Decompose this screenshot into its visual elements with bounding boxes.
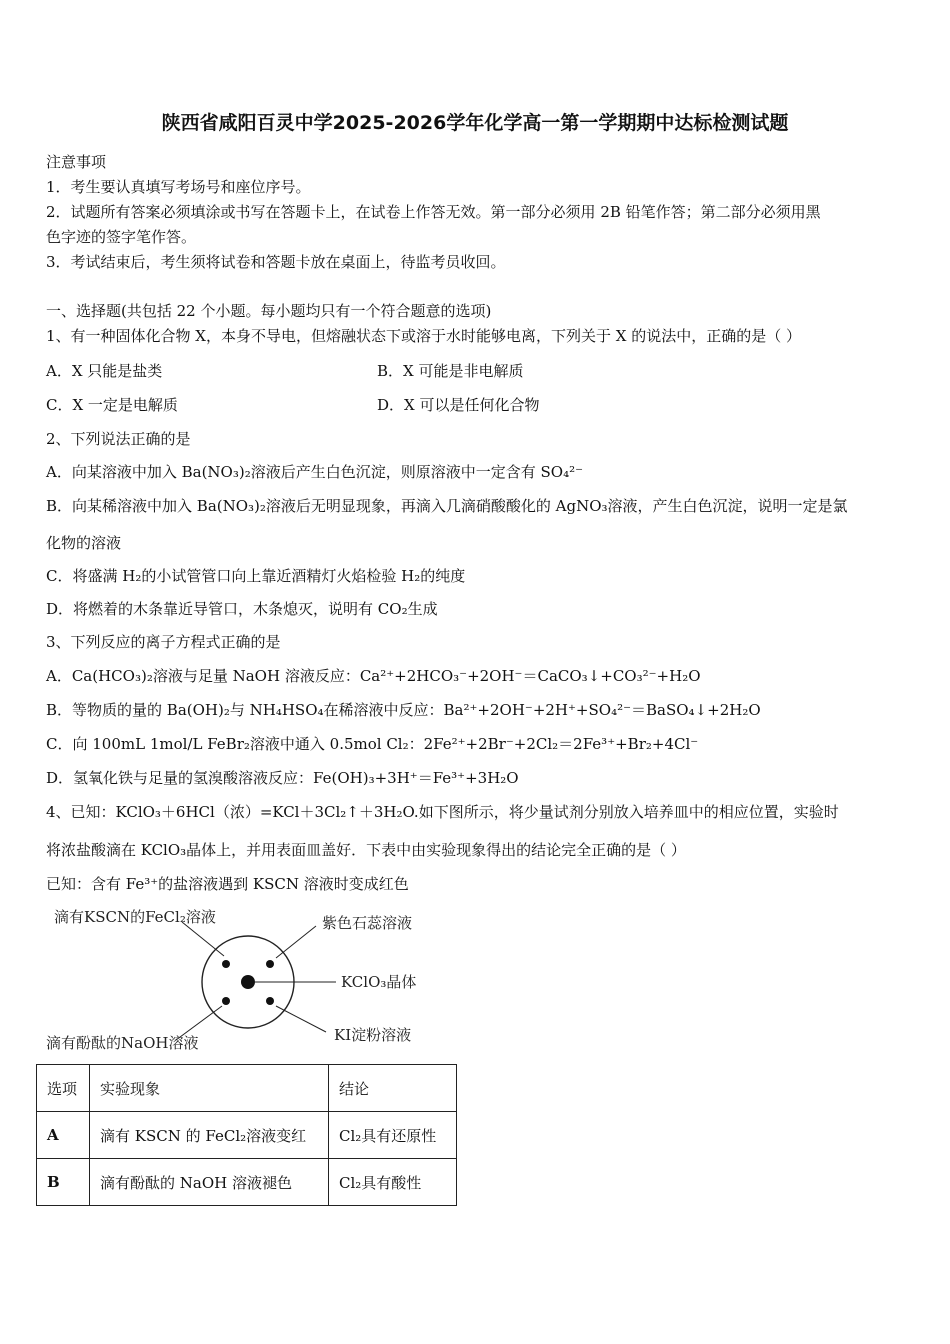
q4-stem-line1: 4、已知：KClO₃＋6HCl（浓）=KCl＋3Cl₂↑＋3H₂O.如下图所示，将少量试剂分别放入培养皿中的相应位置，实验时 — [46, 803, 839, 821]
table-row — [37, 1159, 457, 1206]
notice-heading: 注意事项 — [46, 153, 107, 171]
notice-item-2b: 色字迹的签字笔作答。 — [46, 228, 197, 246]
section-heading: 一、选择题(共包括 22 个小题。每小题均只有一个符合题意的选项) — [46, 302, 492, 320]
bottom-right-dot — [266, 997, 274, 1005]
table-row — [37, 1112, 457, 1159]
top-left-dot — [222, 960, 230, 968]
notice-item-3: 3．考试结束后，考生须将试卷和答题卡放在桌面上，待监考员收回。 — [46, 253, 506, 271]
q3-option-d: D．氢氧化铁与足量的氢溴酸溶液反应：Fe(OH)₃+3H⁺＝Fe³⁺+3H₂O — [46, 769, 519, 787]
row-conclusion: Cl₂具有酸性 — [329, 1159, 457, 1206]
pointer-line-br — [276, 1006, 326, 1032]
q2-option-b-line2: 化物的溶液 — [46, 534, 122, 552]
label-ki-starch: KI淀粉溶液 — [334, 1026, 412, 1044]
q2-stem: 2、下列说法正确的是 — [46, 430, 191, 448]
row-phenomenon: 滴有 KSCN 的 FeCl₂溶液变红 — [90, 1112, 329, 1159]
header-conclusion: 结论 — [329, 1065, 457, 1112]
row-option: A — [37, 1112, 90, 1159]
q3-stem: 3、下列反应的离子方程式正确的是 — [46, 633, 281, 651]
center-dot — [241, 975, 255, 989]
label-kscn-fecl2: 滴有KSCN的FeCl₂溶液 — [54, 908, 216, 926]
petri-dish-diagram — [40, 900, 440, 1060]
row-conclusion: Cl₂具有还原性 — [329, 1112, 457, 1159]
bottom-left-dot — [222, 997, 230, 1005]
q2-option-b-line1: B．向某稀溶液中加入 Ba(NO₃)₂溶液后无明显现象，再滴入几滴硝酸酸化的 AgNO₃溶液，产生白色沉淀，说明一定是氯 — [46, 497, 848, 515]
row-phenomenon: 滴有酚酞的 NaOH 溶液褪色 — [90, 1159, 329, 1206]
q1-option-d: D．X 可以是任何化合物 — [377, 396, 540, 414]
pointer-line-tl — [182, 922, 224, 956]
q2-option-d: D．将燃着的木条靠近导管口，木条熄灭，说明有 CO₂生成 — [46, 600, 438, 618]
notice-item-2a: 2．试题所有答案必须填涂或书写在答题卡上，在试卷上作答无效。第一部分必须用 2B 铅笔作答；第二部分必须用黑 — [46, 203, 821, 221]
results-table — [36, 1064, 457, 1206]
q1-stem: 1、有一种固体化合物 X，本身不导电，但熔融状态下或溶于水时能够电离，下列关于 X 的说法中，正确的是（ ） — [46, 327, 801, 345]
q3-option-a: A．Ca(HCO₃)₂溶液与足量 NaOH 溶液反应：Ca²⁺+2HCO₃⁻+2OH⁻＝CaCO₃↓+CO₃²⁻+H₂O — [46, 667, 701, 685]
label-kclo3: KClO₃晶体 — [341, 973, 417, 991]
row-option: B — [37, 1159, 90, 1206]
q1-option-a: A．X 只能是盐类 — [46, 362, 163, 380]
page-title: 陕西省咸阳百灵中学2025-2026学年化学高一第一学期期中达标检测试题 — [161, 112, 789, 134]
label-litmus: 紫色石蕊溶液 — [322, 914, 413, 932]
q4-stem-line2: 将浓盐酸滴在 KClO₃晶体上，并用表面皿盖好．下表中由实验现象得出的结论完全正确的是（ ） — [46, 841, 686, 859]
top-right-dot — [266, 960, 274, 968]
q2-option-a: A．向某溶液中加入 Ba(NO₃)₂溶液后产生白色沉淀，则原溶液中一定含有 SO₄²⁻ — [46, 463, 584, 481]
q3-option-c: C．向 100mL 1mol/L FeBr₂溶液中通入 0.5mol Cl₂：2Fe²⁺+2Br⁻+2Cl₂＝2Fe³⁺+Br₂+4Cl⁻ — [46, 735, 699, 753]
q1-option-b: B．X 可能是非电解质 — [377, 362, 524, 380]
pointer-line-tr — [276, 926, 316, 958]
table-header-row — [37, 1065, 457, 1112]
q3-option-b: B．等物质的量的 Ba(OH)₂与 NH₄HSO₄在稀溶液中反应：Ba²⁺+2OH⁻+2H⁺+SO₄²⁻＝BaSO₄↓+2H₂O — [46, 701, 761, 719]
label-naoh-phenolphthalein: 滴有酚酞的NaOH溶液 — [46, 1034, 199, 1052]
q1-option-c: C．X 一定是电解质 — [46, 396, 178, 414]
q2-option-c: C．将盛满 H₂的小试管管口向上靠近酒精灯火焰检验 H₂的纯度 — [46, 567, 466, 585]
header-option: 选项 — [37, 1065, 90, 1112]
header-phenomenon: 实验现象 — [90, 1065, 329, 1112]
notice-item-1: 1．考生要认真填写考场号和座位序号。 — [46, 178, 311, 196]
q4-known: 已知：含有 Fe³⁺的盐溶液遇到 KSCN 溶液时变成红色 — [46, 875, 409, 893]
